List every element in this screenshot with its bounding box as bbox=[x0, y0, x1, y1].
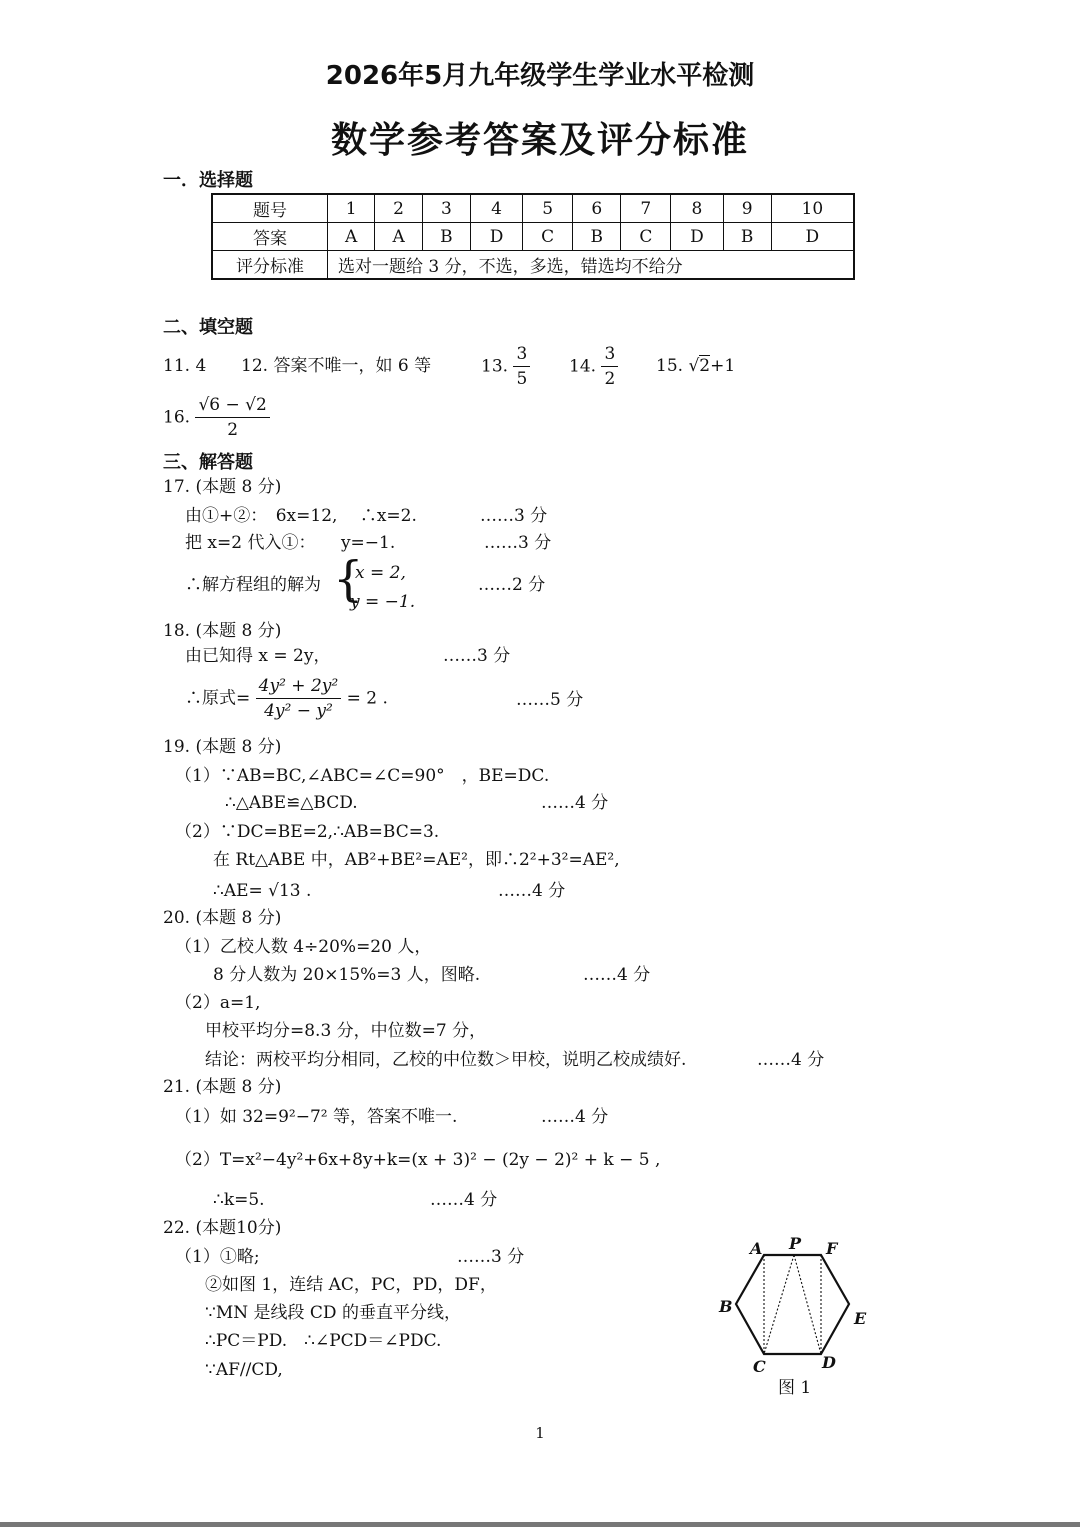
table-row-label: 评分标准 bbox=[212, 251, 328, 280]
table-cell: B bbox=[422, 223, 470, 251]
vertex-label-d: D bbox=[822, 1353, 836, 1372]
table-cell: B bbox=[723, 223, 771, 251]
answer-q12: 12. 答案不唯一，如 6 等 bbox=[241, 356, 432, 376]
bottom-edge-shadow bbox=[0, 1522, 1080, 1527]
solution-line: ∵MN 是线段 CD 的垂直平分线， bbox=[205, 1303, 461, 1323]
score-note: ……3 分 bbox=[457, 1247, 525, 1267]
denominator: 4y² − y² bbox=[264, 701, 333, 721]
score-note: ……4 分 bbox=[541, 793, 609, 813]
table-cell: D bbox=[671, 223, 723, 251]
solution-line: 结论：两校平均分相同，乙校的中位数＞甲校，说明乙校成绩好. bbox=[205, 1050, 687, 1070]
table-cell: 5 bbox=[523, 194, 573, 223]
answer-q14 bbox=[569, 342, 618, 391]
table-cell: A bbox=[328, 223, 375, 251]
table-cell: D bbox=[771, 223, 854, 251]
solution-line: （2）T=x²−4y²+6x+8y+k=(x + 3)² − (2y − 2)² + k − 5 , bbox=[175, 1150, 661, 1170]
solution-line: （2）∵DC=BE=2,∴AB=BC=3. bbox=[175, 822, 440, 842]
answer-q13 bbox=[481, 342, 530, 391]
table-cell: 9 bbox=[723, 194, 771, 223]
solution-line: ∴PC＝PD. ∴∠PCD＝∠PDC. bbox=[205, 1331, 442, 1351]
section-heading-choice: 一．选择题 bbox=[163, 170, 253, 191]
vertex-label-f: F bbox=[826, 1239, 838, 1258]
score-note: ……4 分 bbox=[430, 1190, 498, 1210]
question-header-22: 22. (本题10分) bbox=[163, 1218, 282, 1238]
score-note: ……5 分 bbox=[516, 690, 584, 710]
table-cell: 2 bbox=[375, 194, 422, 223]
document-subtitle: 数学参考答案及评分标准 bbox=[330, 120, 749, 161]
fraction bbox=[256, 674, 342, 723]
answer-table bbox=[211, 193, 855, 280]
question-header-18: 18. (本题 8 分) bbox=[163, 621, 282, 641]
table-cell: 1 bbox=[328, 194, 375, 223]
vertex-label-b: B bbox=[719, 1297, 733, 1316]
denominator: 2 bbox=[227, 420, 239, 440]
vertex-label-p: P bbox=[789, 1234, 802, 1253]
solution-line: （1）乙校人数 4÷20%=20 人， bbox=[175, 937, 432, 957]
score-note: ……4 分 bbox=[498, 881, 566, 901]
solution-line: 由①+②： 6x=12, ∴x=2. bbox=[185, 506, 417, 526]
score-note: ……4 分 bbox=[541, 1107, 609, 1127]
solution-line: 甲校平均分=8.3 分，中位数=7 分， bbox=[205, 1021, 487, 1041]
solution-line: （1）∵AB=BC,∠ABC=∠C=90° ，BE=DC. bbox=[175, 766, 550, 786]
table-cell: 6 bbox=[573, 194, 621, 223]
table-cell: D bbox=[470, 223, 522, 251]
question-number: 16. bbox=[163, 407, 191, 428]
answer-q11: 11. 4 bbox=[163, 356, 207, 376]
numerator: √6 − √2 bbox=[195, 393, 269, 418]
solution-line: （1）①略; bbox=[175, 1247, 260, 1267]
radicand: 2 bbox=[699, 356, 711, 376]
vertex-label-a: A bbox=[750, 1239, 763, 1258]
question-header-17: 17. (本题 8 分) bbox=[163, 477, 282, 497]
dotted-connections bbox=[764, 1255, 821, 1354]
scoring-rule: 选对一题给 3 分，不选，多选，错选均不给分 bbox=[328, 251, 855, 280]
numerator: 3 bbox=[601, 342, 618, 367]
solution-line: 8 分人数为 20×15%=3 人，图略. bbox=[213, 965, 481, 985]
solution-line: ∴k=5. bbox=[213, 1190, 265, 1210]
score-note: ……3 分 bbox=[443, 646, 511, 666]
table-row-label: 答案 bbox=[212, 223, 328, 251]
table-cell: 8 bbox=[671, 194, 723, 223]
question-header-19: 19. (本题 8 分) bbox=[163, 737, 282, 757]
page-number: 1 bbox=[535, 1424, 545, 1442]
question-header-20: 20. (本题 8 分) bbox=[163, 908, 282, 928]
score-note: ……3 分 bbox=[484, 533, 552, 553]
table-cell: B bbox=[573, 223, 621, 251]
solution-line: 把 x=2 代入①： y=−1. bbox=[185, 533, 396, 553]
solution-line bbox=[185, 674, 388, 723]
system-equation: x = 2, bbox=[355, 563, 406, 583]
question-number: 14. bbox=[569, 356, 597, 377]
fraction bbox=[601, 342, 618, 391]
table-cell: 3 bbox=[422, 194, 470, 223]
answer-q16 bbox=[163, 393, 270, 442]
table-cell: 7 bbox=[621, 194, 671, 223]
score-note: ……3 分 bbox=[480, 506, 548, 526]
question-number: 13. bbox=[481, 356, 509, 377]
solution-line: ∴AE= √13 . bbox=[213, 881, 312, 901]
numerator: 4y² + 2y² bbox=[256, 674, 342, 699]
table-cell: 4 bbox=[470, 194, 522, 223]
solution-line: （1）如 32=9²−7² 等，答案不唯一. bbox=[175, 1107, 458, 1127]
solution-line: ∴解方程组的解为 bbox=[185, 575, 321, 595]
score-note: ……2 分 bbox=[478, 575, 546, 595]
hexagon-figure bbox=[712, 1232, 882, 1382]
answer-q15 bbox=[656, 355, 735, 377]
brace-symbol: { bbox=[333, 551, 364, 607]
score-note: ……4 分 bbox=[583, 965, 651, 985]
table-row-answers bbox=[212, 223, 854, 251]
solution-line: 由已知得 x = 2y， bbox=[185, 646, 331, 666]
numerator: 3 bbox=[513, 342, 530, 367]
radical-sign: √ bbox=[688, 356, 700, 376]
expression-suffix: = 2 . bbox=[346, 688, 388, 709]
fraction bbox=[195, 393, 269, 442]
table-row-numbers bbox=[212, 194, 854, 223]
system-equation: y = −1. bbox=[350, 592, 416, 612]
solution-line: ②如图 1，连结 AC，PC，PD，DF， bbox=[205, 1275, 497, 1295]
table-cell: 10 bbox=[771, 194, 854, 223]
table-cell: C bbox=[523, 223, 573, 251]
solution-line: （2）a=1, bbox=[175, 993, 261, 1013]
section-heading-fill: 二、填空题 bbox=[163, 317, 253, 338]
score-note: ……4 分 bbox=[757, 1050, 825, 1070]
figure-caption: 图 1 bbox=[778, 1378, 812, 1398]
table-row-rule bbox=[212, 251, 854, 280]
solution-line: ∴△ABE≌△BCD. bbox=[225, 793, 358, 813]
expression-prefix: ∴原式= bbox=[185, 688, 251, 709]
table-cell: C bbox=[621, 223, 671, 251]
question-header-21: 21. (本题 8 分) bbox=[163, 1077, 282, 1097]
document-title: 2026年5月九年级学生学业水平检测 bbox=[325, 61, 755, 91]
table-cell: A bbox=[375, 223, 422, 251]
expression-rest: +1 bbox=[710, 356, 736, 376]
table-row-label: 题号 bbox=[212, 194, 328, 223]
denominator: 5 bbox=[516, 369, 528, 389]
solution-line: 在 Rt△ABE 中，AB²+BE²=AE²，即∴2²+3²=AE², bbox=[213, 850, 620, 870]
solution-line: ∵AF//CD, bbox=[205, 1360, 283, 1380]
denominator: 2 bbox=[604, 369, 616, 389]
fraction bbox=[513, 342, 530, 391]
question-number: 15. bbox=[656, 356, 684, 376]
vertex-label-e: E bbox=[854, 1309, 867, 1328]
section-heading-solve: 三、解答题 bbox=[163, 452, 253, 473]
hexagon-outline bbox=[736, 1255, 849, 1354]
vertex-label-c: C bbox=[753, 1357, 766, 1376]
